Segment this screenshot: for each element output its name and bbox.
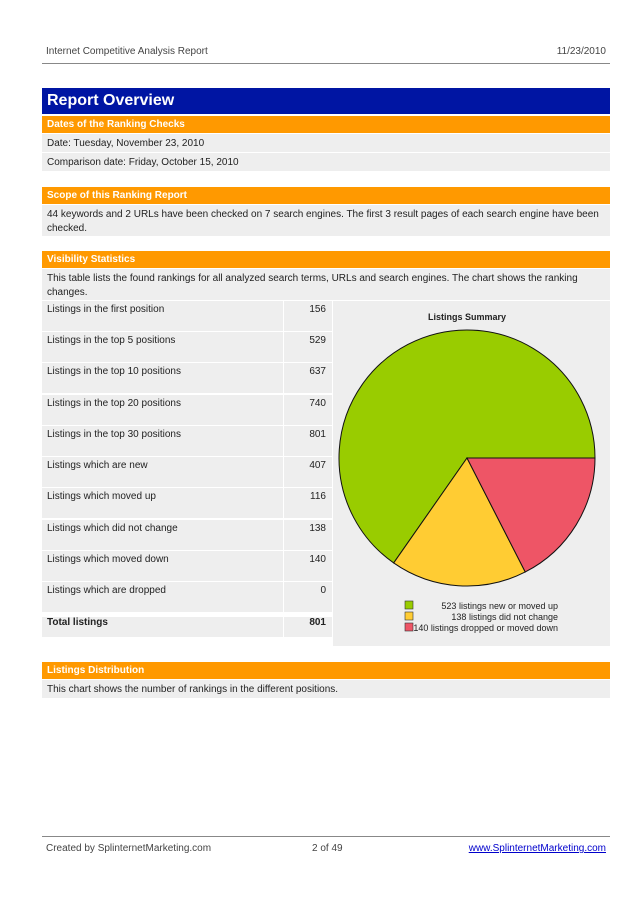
table-row [42, 395, 332, 426]
legend-swatch [405, 601, 413, 609]
stat-label: Listings in the top 5 positions [42, 332, 283, 362]
table-row [42, 426, 332, 457]
stat-value: 156 [284, 301, 332, 331]
stat-label: Listings in the first position [42, 301, 283, 331]
footer-credit: Created by SplinternetMarketing.com [46, 843, 212, 854]
stat-label: Listings which moved down [42, 551, 283, 581]
visibility-text: This table lists the found rankings for all analyzed search terms, URLs and search engines. The chart shows the ranking changes. [42, 269, 610, 301]
stat-value: 140 [284, 551, 332, 581]
date-line: Date: Tuesday, November 23, 2010 [42, 134, 610, 153]
dates-section-heading: Dates of the Ranking Checks [42, 116, 610, 133]
stat-label: Listings which are new [42, 457, 283, 487]
stat-value: 637 [284, 363, 332, 393]
chart-legend [405, 601, 558, 633]
pie-chart [333, 301, 610, 646]
stat-value: 407 [284, 457, 332, 487]
legend-swatch [405, 612, 413, 620]
footer-website-link[interactable]: www.SplinternetMarketing.com [468, 843, 606, 854]
listings-summary-chart [333, 301, 610, 646]
table-row [42, 488, 332, 519]
pie-slices [339, 330, 595, 586]
page-footer [42, 836, 610, 860]
overview-heading: Report Overview [42, 88, 610, 114]
scope-text: 44 keywords and 2 URLs have been checked on 7 search engines. The first 3 result pages of each search engine have been checked. [42, 205, 610, 237]
table-row [42, 363, 332, 394]
table-row [42, 457, 332, 488]
stat-value: 116 [284, 488, 332, 518]
legend-swatch [405, 623, 413, 631]
total-label: Total listings [42, 617, 283, 637]
table-row [42, 520, 332, 551]
distribution-section-heading: Listings Distribution [42, 662, 610, 679]
scope-section-heading: Scope of this Ranking Report [42, 187, 610, 204]
table-row [42, 551, 332, 582]
legend-label: 523 listings new or moved up [441, 601, 558, 611]
stat-value: 529 [284, 332, 332, 362]
stat-value: 138 [284, 520, 332, 550]
report-date: 11/23/2010 [556, 46, 606, 57]
stat-value: 801 [284, 426, 332, 456]
stat-label: Listings in the top 10 positions [42, 363, 283, 393]
total-value: 801 [284, 617, 332, 637]
stat-label: Listings which moved up [42, 488, 283, 518]
report-title: Internet Competitive Analysis Report [46, 46, 208, 57]
stat-label: Listings which are dropped [42, 582, 283, 612]
chart-title: Listings Summary [427, 312, 507, 322]
comparison-date-line: Comparison date: Friday, October 15, 2010 [42, 153, 610, 172]
page-header [42, 40, 610, 64]
distribution-text: This chart shows the number of rankings in the different positions. [42, 680, 610, 699]
stat-label: Listings which did not change [42, 520, 283, 550]
stat-label: Listings in the top 20 positions [42, 395, 283, 425]
visibility-section-heading: Visibility Statistics [42, 251, 610, 268]
page-number: 2 of 49 [312, 843, 343, 854]
total-row [42, 607, 332, 638]
stat-value: 0 [284, 582, 332, 612]
stat-value: 740 [284, 395, 332, 425]
legend-label: 138 listings did not change [451, 612, 558, 622]
stat-label: Listings in the top 30 positions [42, 426, 283, 456]
table-row [42, 301, 332, 332]
legend-label: 140 listings dropped or moved down [413, 623, 558, 633]
table-row [42, 332, 332, 363]
